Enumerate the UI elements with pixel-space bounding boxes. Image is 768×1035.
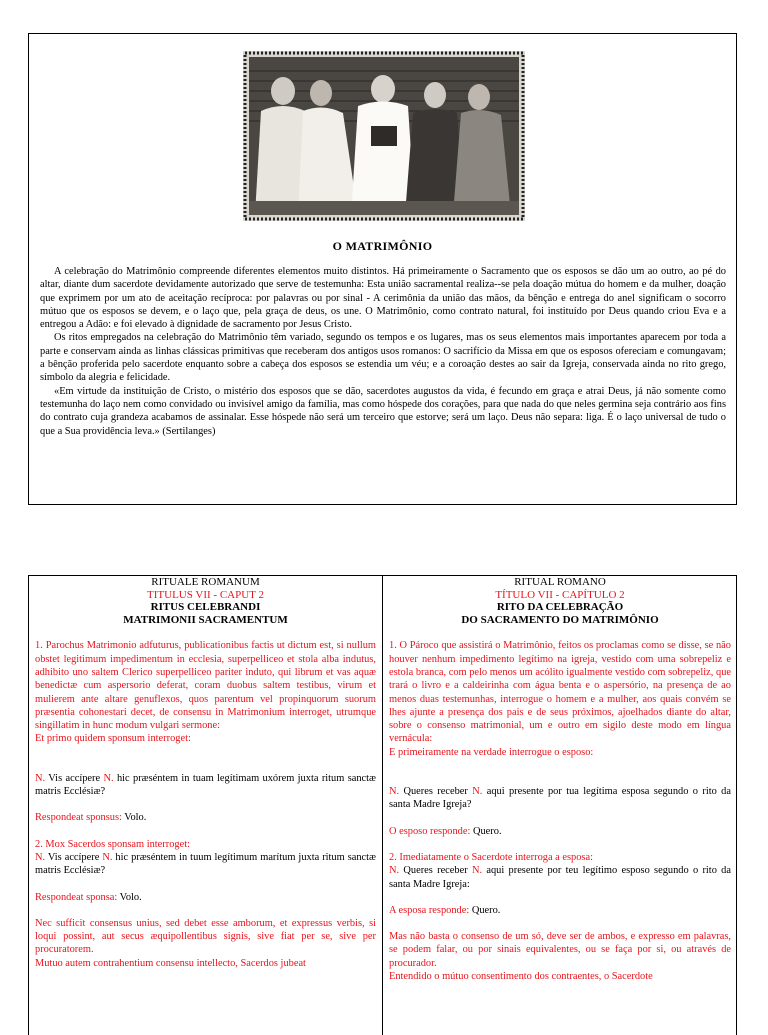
portuguese-rubric-4: Entendido o mútuo consentimento dos contraentes, o Sacerdote <box>389 971 653 983</box>
intro-box <box>28 33 737 505</box>
portuguese-header-title: TÍTULO VII - CAPÍTULO 2 <box>495 588 625 601</box>
latin-response-1: Respondeat sponsus: Volo. <box>35 812 147 824</box>
latin-rubric-1: 1. Parochus Matrimonio adfuturus, publicationibus factis ut dictum est, si nullum obstet legitimum impedimentum in ecclesia, superpelliceo et stola alba indutus, adhibito uno saltem Clerico superpelliceo pariter induto, qui librum et vas aquæ benedictæ cum aspersorio deferat, coram duobus saltem testibus, virum et mulierem ante altare genuflexos, quos parentum vel propinquorum suorum præsentia cohonestari decet, de consensu in Matrimonium interroget, utrumque singillatim in hunc modum vulgari sermone: <box>35 640 376 732</box>
latin-header-rite: RITUS CELEBRANDI <box>150 601 261 614</box>
intro-title: O MATRIMÔNIO <box>332 239 433 253</box>
portuguese-rubric-1b: E primeiramente na verdade interrogue o esposo: <box>389 746 594 758</box>
latin-column <box>29 576 383 1035</box>
latin-rubric-3: Nec sufficit consensus unius, sed debet esse amborum, et expressus verbis, si loqui possint, aut secus æquipollentibus signis, sive fiat per se, sive per procuratorem. <box>35 917 376 956</box>
bilingual-table <box>28 575 737 1035</box>
latin-header-line: RITUALE ROMANUM <box>151 576 260 588</box>
portuguese-rubric-2: 2. Imediatamente o Sacerdote interroga a esposa: <box>389 851 593 863</box>
portuguese-column <box>383 576 737 1035</box>
latin-question-2: N. Vis accípere N. hic præséntem in tuum legítimum marítum juxta ritum sanctæ matris Ecclésiæ? <box>35 851 376 877</box>
latin-rubric-4: Mutuo autem contrahentium consensu intellecto, Sacerdos jubeat <box>35 957 306 969</box>
portuguese-response-2: A esposa responde: Quero. <box>389 904 501 916</box>
portuguese-header-line: RITUAL ROMANO <box>514 576 606 588</box>
latin-question-1: N. Vis accípere N. hic præséntem in tuam legítimam uxórem juxta ritum sanctæ matris Ecclésiæ? <box>35 772 376 798</box>
latin-response-2: Respondeat sponsa: Volo. <box>35 891 142 903</box>
portuguese-header-sacrament: DO SACRAMENTO DO MATRIMÔNIO <box>461 613 659 626</box>
portuguese-question-1: N. Queres receber N. aqui presente por tua legítima esposa segundo o rito da santa Madre Igreja? <box>389 786 731 811</box>
intro-paragraph: «Em virtude da instituição de Cristo, o mistério dos esposos que se dão, sacerdotes augustos da vida, é fecundo em graça e atrai Deus, já não somente como testemunha do laço nem como convidado ou invisível amigo da família, mas como hóspede dos corações, para que nada do que neles germina seja contrário aos fins do contrato cuja grandeza acabamos de assinalar. Esse hóspede não será um terceiro que estorve; será um laço. Deus não separa: liga. É o laço universal de tudo o que a Sua providência leva.» (Sertilanges) <box>40 385 726 437</box>
latin-rubric-1b: Et primo quidem sponsum interroget: <box>35 733 191 745</box>
intro-paragraph: A celebração do Matrimônio compreende diferentes elementos muito distintos. Há primeiramente o Sacramento que os esposos se dão um ao outro, ao pé do altar, diante dum sacerdote devidamente autorizado que serve de testemunha: Esta união sacramental realiza--se pela doação mútua do homem e da mulher, doação que exprimem por um ato de aceitação recíproca: por palavras ou por sinal - A cerimônia da união das mãos, da bênção e entrega do anel significam o socorro mútuo que os esposos se devem, e o laço que, pela graça de deus, os une. O Matrimônio, como contrato natural, foi instituído por Deus quando criou Eva e a entregou a Adão: e foi elevado à dignidade de sacramento por Jesus Cristo. <box>40 266 726 331</box>
portuguese-question-2: N. Queres receber N. aqui presente por teu legítimo esposo segundo o rito da santa Madre Igreja: <box>389 865 731 890</box>
portuguese-header-rite: RITO DA CELEBRAÇÃO <box>496 601 624 614</box>
wedding-engraving-image <box>243 51 525 221</box>
latin-rubric-2: 2. Mox Sacerdos sponsam interroget: <box>35 838 190 850</box>
latin-header <box>35 576 376 626</box>
latin-header-title: TITULUS VII - CAPUT 2 <box>147 588 264 601</box>
intro-text <box>40 265 726 438</box>
intro-paragraph: Os ritos empregados na celebração do Matrimônio têm variado, segundo os tempos e os lugares, mas os seus elementos mais importantes aparecem por toda a parte e conservam ainda as linhas clássicas primitivas que receberam dos antigos usos romanos: O sacrifício da Missa em que os esposos ofereciam e comungavam; a bênção proferida pelo sacerdote enquanto sobre a cabeça dos esposos se estendia um véu; e a coroação destes ao sair da Igreja, conservada ainda no rito grego, símbolo da alegria e felicidade. <box>40 332 726 384</box>
portuguese-rubric-3: Mas não basta o consenso de um só, deve ser de ambos, e expresso em palavras, se podem falar, ou por sinais equivalentes, ou se faça por si, ou através de procurador. <box>389 931 731 969</box>
latin-header-sacrament: MATRIMONII SACRAMENTUM <box>123 613 288 626</box>
portuguese-response-1: O esposo responde: Quero. <box>389 825 502 837</box>
portuguese-rubric-1: 1. O Pároco que assistirá o Matrimônio, feitos os proclamas como se disse, se não houver nenhum impedimento legítimo na igreja, vestido com uma sobrepeliz e estola branca, com pelo menos um acólito igualmente vestido com sobrepeliz, que trará o livro e a caldeirinha com água benta e o aspersório, na presença de ao menos duas testemunhas, interrogue o homem e a mulher, aos quais convém se lhes ajunte a presença dos pais e de seus próximos, ajoelhados diante do altar, sobre o consenso matrimonial, um e outro em sigilo deste modo em língua vernácula: <box>389 640 731 745</box>
portuguese-header <box>389 576 731 626</box>
